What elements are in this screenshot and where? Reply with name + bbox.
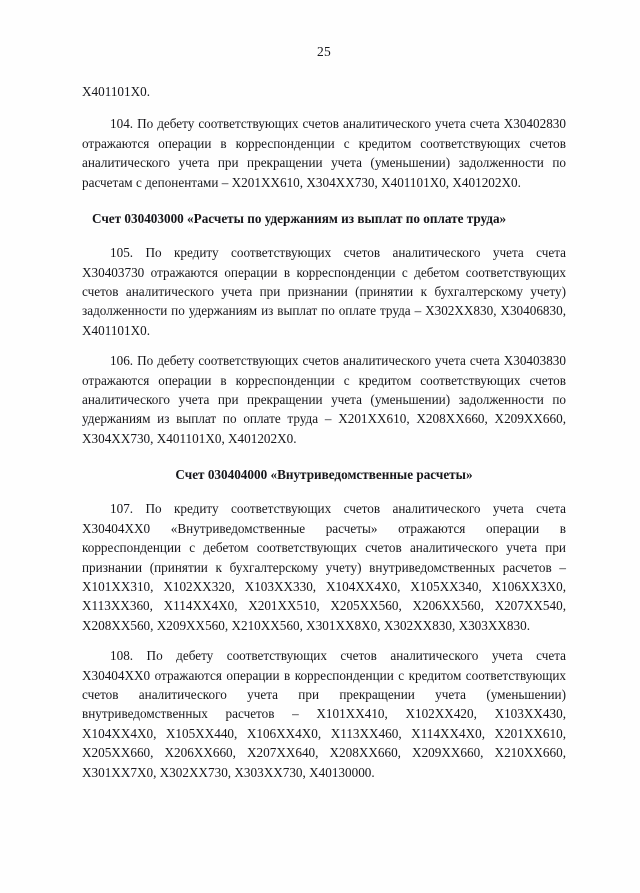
- paragraph-108: 108. По дебету соответствующих счетов аналитического учета счета X30404XX0 отражаются операции в корреспонденции с кредитом соответствующих счетов аналитического учета при прекращении учета (уменьшении) внутриведомственных расчетов – X101XX410, X102XX420, X103XX430, X104XX4X0, X105XX440, X106XX4X0, X113XX460, X114XX4X0, X201XX610, X205XX660, X206XX660, X207XX640, X208XX660, X209XX660, X210XX660, X301XX7X0, X302XX730, X303XX730, X40130000.: [82, 648, 566, 780]
- section-heading-030403000: Счет 030403000 «Расчеты по удержаниям из выплат по оплате труда»: [92, 211, 507, 227]
- paragraph-continuation: X401101X0.: [82, 84, 151, 99]
- paragraph-105: 105. По кредиту соответствующих счетов аналитического учета счета X30403730 отражаются операции в корреспонденции с дебетом соответствующих счетов аналитического учета при признании (принятии к бухгалтерскому учету) задолженности по удержаниям из выплат по оплате труда – X302XX830, X30406830, X401101X0.: [82, 245, 566, 338]
- paragraph-104: 104. По дебету соответствующих счетов аналитического учета счета X30402830 отражаются операции в корреспонденции с кредитом соответствующих счетов аналитического учета при прекращении учета (уменьшении) задолженности по расчетам с депонентами – X201XX610, X304XX730, X401101X0, X401202X0.: [82, 116, 566, 190]
- page-number: 25: [317, 44, 331, 59]
- paragraph-106: 106. По дебету соответствующих счетов аналитического учета счета X30403830 отражаются операции в корреспонденции с кредитом соответствующих счетов аналитического учета при прекращении учета (уменьшении) задолженности по удержаниям из выплат по оплате труда – X201XX610, X208XX660, X209XX660, X304XX730, X401101X0, X401202X0.: [82, 353, 566, 446]
- section-heading-030404000: Счет 030404000 «Внутриведомственные расчеты»: [175, 467, 473, 483]
- paragraph-107: 107. По кредиту соответствующих счетов аналитического учета счета X30404XX0 «Внутриведомственные расчеты» отражаются операции в корреспонденции с дебетом соответствующих счетов аналитического учета при признании (принятии к бухгалтерскому учету) внутриведомственных расчетов – X101XX310, X102XX320, X103XX330, X104XX4X0, X105XX340, X106XX3X0, X113XX360, X114XX4X0, X201XX510, X205XX560, X206XX560, X207XX540, X208XX560, X209XX560, X210XX560, X301XX8X0, X302XX830, X303XX830.: [82, 501, 566, 633]
